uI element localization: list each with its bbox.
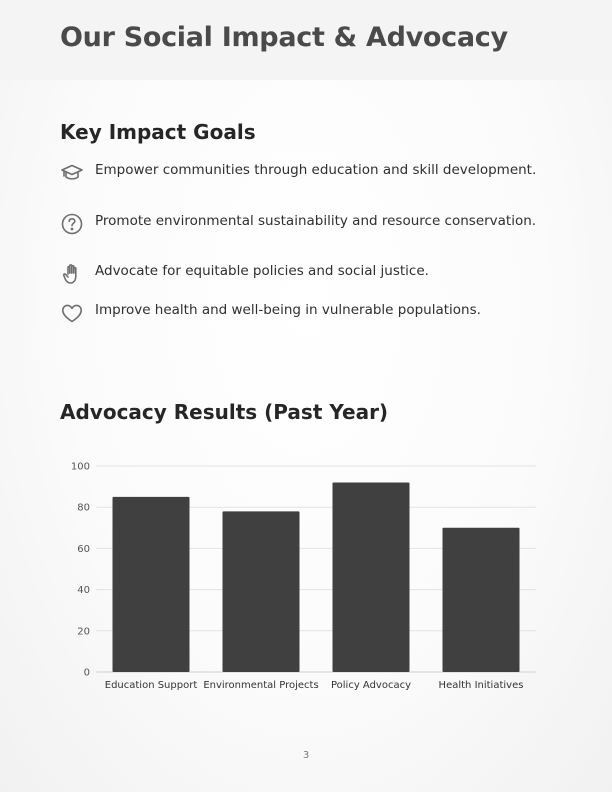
y-tick-label: 60 xyxy=(77,543,90,555)
x-tick-label: Health Initiatives xyxy=(438,680,524,691)
y-tick-label: 40 xyxy=(77,585,90,597)
y-tick-label: 0 xyxy=(83,667,90,679)
x-tick-label: Education Support xyxy=(104,680,198,691)
goals-heading: Key Impact Goals xyxy=(60,120,256,144)
goal-item-environment xyxy=(60,212,560,236)
page-title: Our Social Impact & Advocacy xyxy=(60,22,508,53)
goal-item-policy xyxy=(60,262,560,286)
goal-text: Promote environmental sustainability and resource conservation. xyxy=(95,213,537,229)
x-tick-label: Environmental Projects xyxy=(203,680,319,691)
chart-heading: Advocacy Results (Past Year) xyxy=(60,400,389,424)
goal-text: Empower communities through education and skill development. xyxy=(95,162,537,178)
advocacy-results-chart xyxy=(60,455,550,695)
raised-hand-icon xyxy=(60,262,84,286)
question-circle-icon xyxy=(60,212,84,236)
bar xyxy=(223,511,300,672)
page-header xyxy=(0,0,612,80)
goal-text: Improve health and well-being in vulnerable populations. xyxy=(95,302,481,318)
bar xyxy=(443,528,520,672)
bar xyxy=(333,482,410,672)
x-tick-label: Policy Advocacy xyxy=(330,680,412,691)
goal-item-education xyxy=(60,161,560,185)
graduation-cap-icon xyxy=(60,161,84,185)
bar-chart xyxy=(60,455,550,695)
bar xyxy=(113,497,190,672)
page-number: 3 xyxy=(302,750,310,761)
y-tick-label: 20 xyxy=(77,626,90,638)
y-tick-label: 80 xyxy=(77,502,90,514)
y-tick-label: 100 xyxy=(70,461,90,473)
heart-icon xyxy=(60,301,84,325)
goal-text: Advocate for equitable policies and social justice. xyxy=(95,263,429,279)
goal-item-health xyxy=(60,301,560,325)
